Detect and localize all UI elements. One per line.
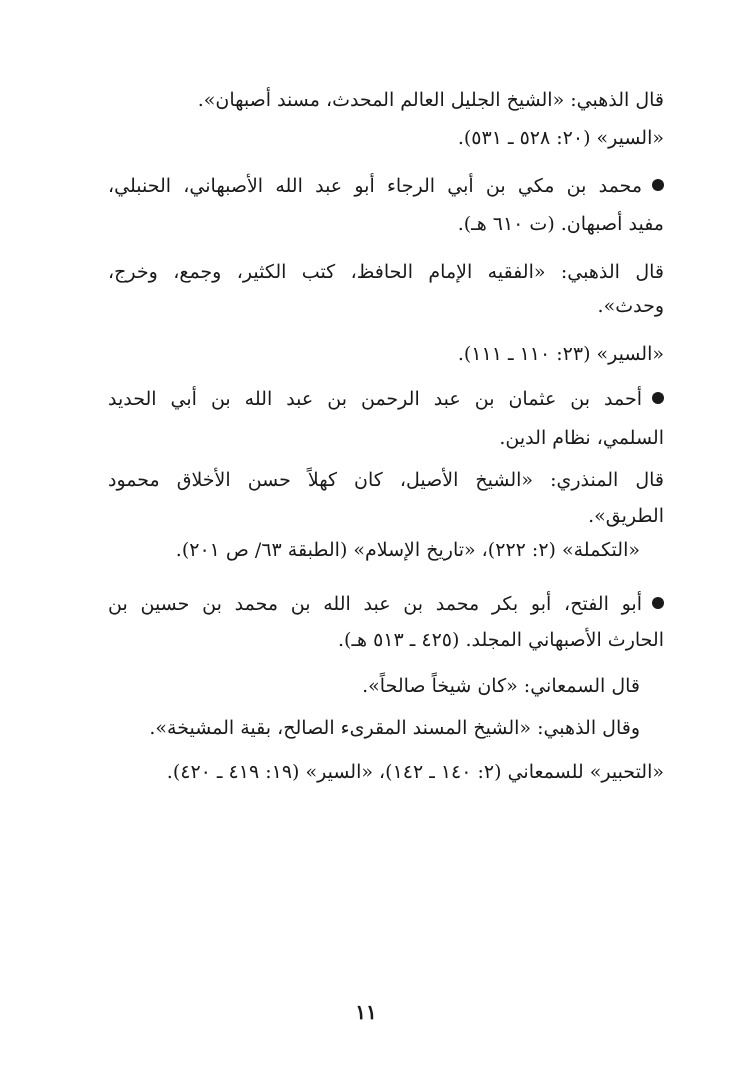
entry-heading-line xyxy=(108,590,664,618)
entry-heading-continuation: السلمي، نظام الدين. xyxy=(499,427,664,449)
quote-mundhiri-line: قال المنذري: «الشيخ الأصيل، كان كهلاً حسن الأخلاق محمود xyxy=(108,469,664,491)
quote-dhahabi-line: وقال الذهبي: «الشيخ المسند المقرىء الصالح، بقية المشيخة». xyxy=(149,717,640,739)
entry-heading-line xyxy=(108,172,664,200)
page-number: ١١ xyxy=(355,1000,377,1024)
bullet-icon xyxy=(652,392,664,404)
bullet-icon xyxy=(652,179,664,191)
quote-dhahabi-line: قال الذهبي: «الشيخ الجليل العالم المحدث، مسند أصبهان». xyxy=(197,89,664,111)
entry-heading-continuation: مفيد أصبهان. (ت ٦١٠ هـ). xyxy=(457,213,664,235)
entry-name: محمد بن مكي بن أبي الرجاء أبو عبد الله الأصبهاني، الحنبلي، xyxy=(108,175,642,197)
citation-line: «السير» (٢٣: ١١٠ ـ ١١١). xyxy=(457,343,664,365)
entry-heading-line xyxy=(108,385,664,413)
bullet-icon xyxy=(652,597,664,609)
quote-continuation: الطريق». xyxy=(588,505,664,527)
citation-line: «السير» (٢٠: ٥٢٨ ـ ٥٣١). xyxy=(457,127,664,149)
entry-heading-continuation: الحارث الأصبهاني المجلد. (٤٢٥ ـ ٥١٣ هـ). xyxy=(338,629,664,651)
citation-line: «التكملة» (٢: ٢٢٢)، «تاريخ الإسلام» (الطبقة ٦٣/ ص ٢٠١). xyxy=(175,539,640,561)
entry-name: أحمد بن عثمان بن عبد الرحمن بن عبد الله بن أبي الحديد xyxy=(108,388,642,410)
quote-continuation: وحدث». xyxy=(597,295,664,317)
entry-name: أبو الفتح، أبو بكر محمد بن عبد الله بن محمد بن حسين بن xyxy=(108,593,642,615)
quote-samani-line: قال السمعاني: «كان شيخاً صالحاً». xyxy=(362,675,640,697)
quote-dhahabi-line: قال الذهبي: «الفقيه الإمام الحافظ، كتب الكثير، وجمع، وخرج، xyxy=(108,261,664,283)
citation-line: «التحبير» للسمعاني (٢: ١٤٠ ـ ١٤٢)، «السير» (١٩: ٤١٩ ـ ٤٢٠). xyxy=(166,761,664,783)
